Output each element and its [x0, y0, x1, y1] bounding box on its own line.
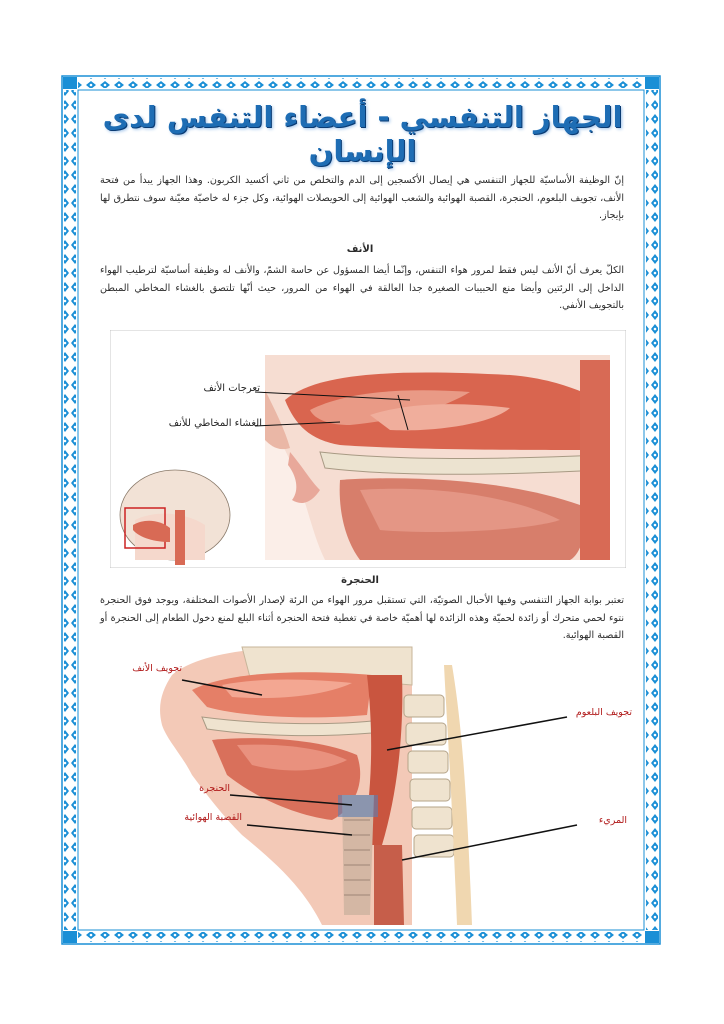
intro-paragraph: إنّ الوظيفة الأساسيّة للجهاز التنفسي هي إيصال الأكسجين إلى الدم والتخلص من ثاني أكسيد الكربون. وهذا الجهاز يبدأ من فتحة الأنف، تجويف البلعوم، الحنجرة، القصبة الهوائية والشعب الهوائية إلى الحويصلات الهوائية، وكل جزء له خاصيّة معيّنة سوف نتطرق لها بإيجاز. — [100, 175, 624, 221]
nasal-conchae-label: تعرجات الأنف — [203, 383, 260, 394]
pharynx-label: تجويف البلعوم — [575, 707, 632, 718]
page-title: الجهاز التنفسي - أعضاء التنفس لدى الإنسان — [102, 100, 623, 168]
larynx-paragraph: تعتبر بوابة الجهاز التنفسي وفيها الأحبال الصوتيّة، التي تستقبل مرور الهواء من الرئة لإصدار الأصوات المختلفة، ويوجد فوق الحنجرة نتوء لحمي متحرك أو زائدة لحميّة وهذه الزائدة لها أهميّة خاصة في تغطية فتحة الحنجرة أثناء البلع لمنع دخول الطعام إلى الحنجرة أو القصبة الهوائية. — [100, 595, 624, 641]
nose-paragraph: الكلّ يعرف أنّ الأنف ليس فقط لمرور هواء التنفس، وإنّما أيضا المسؤول عن حاسة الشمّ، والأنف له وظيفة أساسيّة لترطيب الهواء الداخل إلى الرئتين وأيضا منع الحبيبات الصغيرة جدا العالقة في الهواء من المرور، حيث أنّها تلتصق بالغشاء المخاطي المبطن بالتجويف الأنفي. — [100, 265, 624, 311]
nasal-cavity-illustration — [110, 330, 626, 568]
trachea-label: القصبة الهوائية — [184, 812, 242, 823]
respiratory-tract-illustration — [112, 645, 632, 925]
larynx-heading: الحنجرة — [341, 575, 379, 586]
esophagus-label: المريء — [598, 815, 627, 826]
nasal-mucosa-label: الغشاء المخاطي للأنف — [168, 418, 262, 429]
larynx-label: الحنجرة — [199, 783, 230, 794]
nasal-cavity-label: تجويف الأنف — [132, 663, 182, 674]
nose-heading: الأنف — [346, 244, 374, 255]
